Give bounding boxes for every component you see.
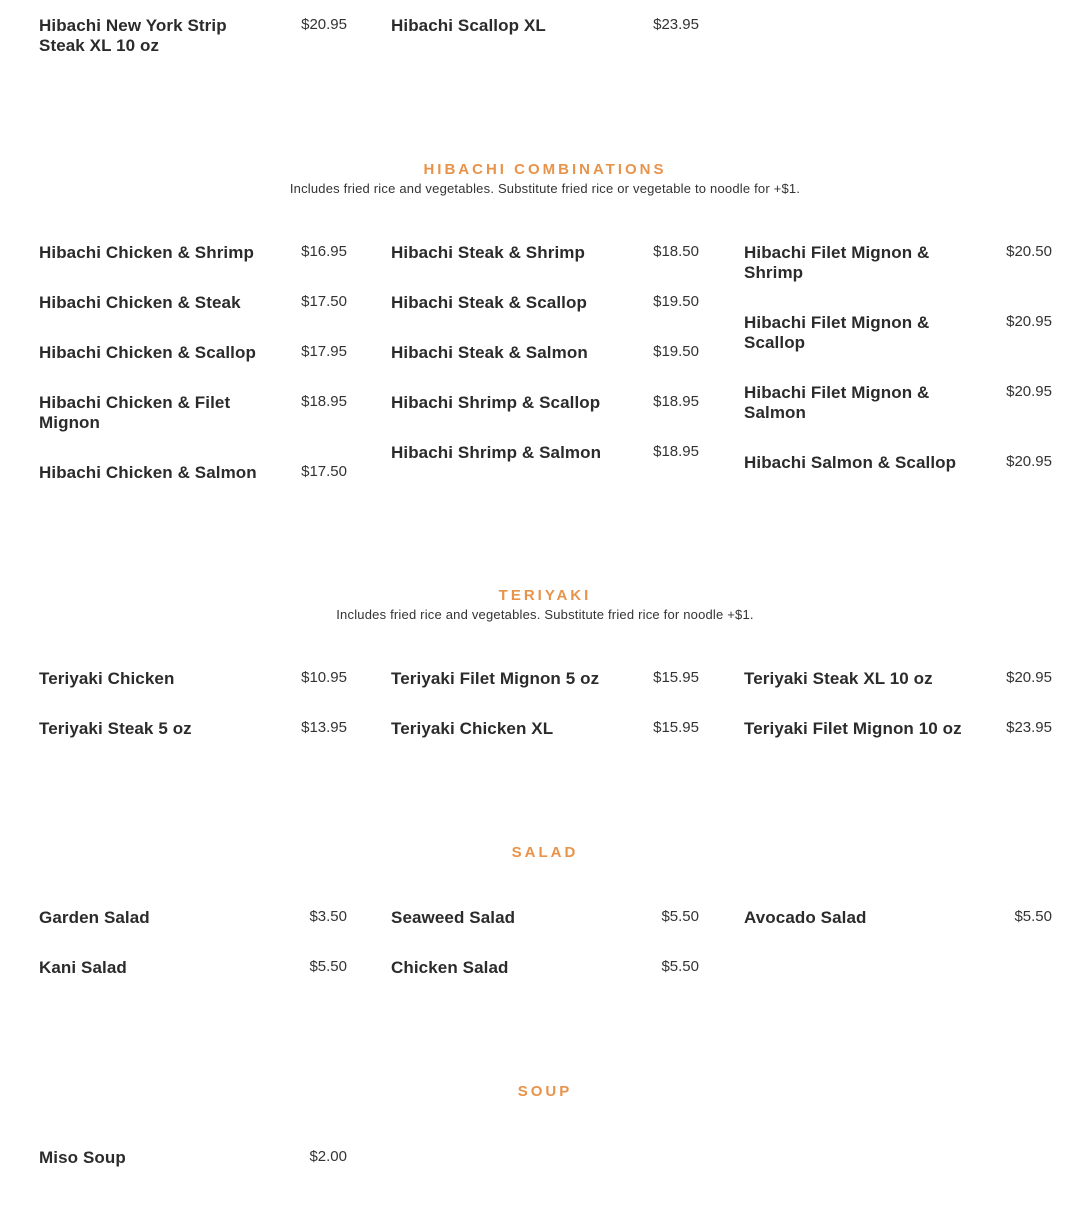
menu-item [39,16,347,56]
item-price: $18.95 [653,443,699,460]
menu-item [391,443,699,463]
menu-column [39,16,347,86]
item-price: $20.95 [1006,313,1052,330]
item-name: Seaweed Salad [391,908,516,927]
item-price: $15.95 [653,669,699,686]
item-name: Kani Salad [39,958,127,977]
item-price: $5.50 [661,908,699,925]
item-price: $18.50 [653,243,699,260]
item-price: $18.95 [301,393,347,410]
item-price: $17.50 [301,463,347,480]
item-name: Hibachi Salmon & Scallop [744,453,957,472]
section-salad [0,844,1090,862]
section-note: Includes fried rice and vegetables. Substitute fried rice or vegetable to noodle for +$1. [289,181,801,196]
section-note: Includes fried rice and vegetables. Substitute fried rice for noodle +$1. [336,607,754,622]
menu-column [39,908,347,1008]
menu-item [744,453,1052,473]
item-price: $13.95 [301,719,347,736]
menu-column [39,1148,347,1198]
section-soup [0,1083,1090,1101]
menu-item [391,16,699,36]
menu-item [744,243,1052,283]
menu-item [391,908,699,928]
item-price: $19.50 [653,343,699,360]
item-price: $16.95 [301,243,347,260]
item-name: Garden Salad [39,908,150,927]
menu-column [391,669,699,769]
menu-column [39,243,347,513]
menu-column [744,669,1052,769]
item-price: $17.95 [301,343,347,360]
item-name: Hibachi Steak & Shrimp [391,243,585,262]
item-name: Hibachi Filet Mignon & Salmon [744,383,930,422]
menu-column [391,243,699,493]
item-price: $18.95 [653,393,699,410]
item-name: Teriyaki Steak XL 10 oz [744,669,933,688]
menu-item [744,313,1052,353]
menu-item [391,393,699,413]
section-title: SOUP [517,1083,573,1100]
item-name: Hibachi Filet Mignon & Scallop [744,313,930,352]
menu-column [391,908,699,1008]
item-name: Teriyaki Steak 5 oz [39,719,192,738]
item-name: Hibachi Chicken & Scallop [39,343,256,362]
menu-item [391,293,699,313]
item-name: Hibachi Shrimp & Salmon [391,443,602,462]
item-name: Miso Soup [39,1148,126,1167]
menu-item [391,719,699,739]
section-teriyaki [0,587,1090,623]
item-price: $20.95 [1006,453,1052,470]
menu-item [39,958,347,978]
menu-item [39,719,347,739]
item-price: $3.50 [309,908,347,925]
menu-item [39,343,347,363]
item-name: Hibachi Scallop XL [391,16,546,35]
item-price: $5.50 [309,958,347,975]
section-title: SALAD [511,844,579,861]
menu-item [39,463,347,483]
item-name: Avocado Salad [744,908,867,927]
menu-column [39,669,347,769]
item-name: Hibachi Chicken & Salmon [39,463,257,482]
item-price: $20.95 [1006,669,1052,686]
item-price: $23.95 [1006,719,1052,736]
item-name: Chicken Salad [391,958,509,977]
item-name: Teriyaki Chicken XL [391,719,554,738]
item-price: $5.50 [661,958,699,975]
item-name: Hibachi Steak & Salmon [391,343,588,362]
menu-item [39,908,347,928]
item-name: Hibachi Chicken & Shrimp [39,243,254,262]
item-name: Teriyaki Chicken [39,669,175,688]
menu-item [744,908,1052,928]
menu-item [744,669,1052,689]
menu-item [744,719,1052,739]
item-price: $23.95 [653,16,699,33]
menu-item [39,293,347,313]
menu-item [391,958,699,978]
item-name: Hibachi New York Strip Steak XL 10 oz [39,16,227,55]
item-name: Hibachi Shrimp & Scallop [391,393,601,412]
item-price: $20.95 [301,16,347,33]
item-price: $17.50 [301,293,347,310]
section-title: HIBACHI COMBINATIONS [423,161,667,178]
menu-item [391,343,699,363]
item-price: $10.95 [301,669,347,686]
item-name: Hibachi Steak & Scallop [391,293,587,312]
item-price: $15.95 [653,719,699,736]
menu-item [39,1148,347,1168]
menu-item [744,383,1052,423]
menu-item [391,669,699,689]
menu-item [391,243,699,263]
item-name: Teriyaki Filet Mignon 10 oz [744,719,962,738]
item-price: $20.95 [1006,383,1052,400]
menu-column [744,243,1052,503]
item-name: Hibachi Chicken & Steak [39,293,241,312]
item-price: $5.50 [1014,908,1052,925]
menu-column [744,908,1052,958]
item-price: $19.50 [653,293,699,310]
item-name: Hibachi Chicken & Filet Mignon [39,393,231,432]
menu-column [391,16,699,66]
menu-item [39,393,347,433]
item-price: $2.00 [309,1148,347,1165]
section-hibachi-combinations [0,161,1090,197]
item-name: Hibachi Filet Mignon & Shrimp [744,243,930,282]
item-name: Teriyaki Filet Mignon 5 oz [391,669,600,688]
item-price: $20.50 [1006,243,1052,260]
menu-item [39,669,347,689]
menu-item [39,243,347,263]
section-title: TERIYAKI [498,587,592,604]
